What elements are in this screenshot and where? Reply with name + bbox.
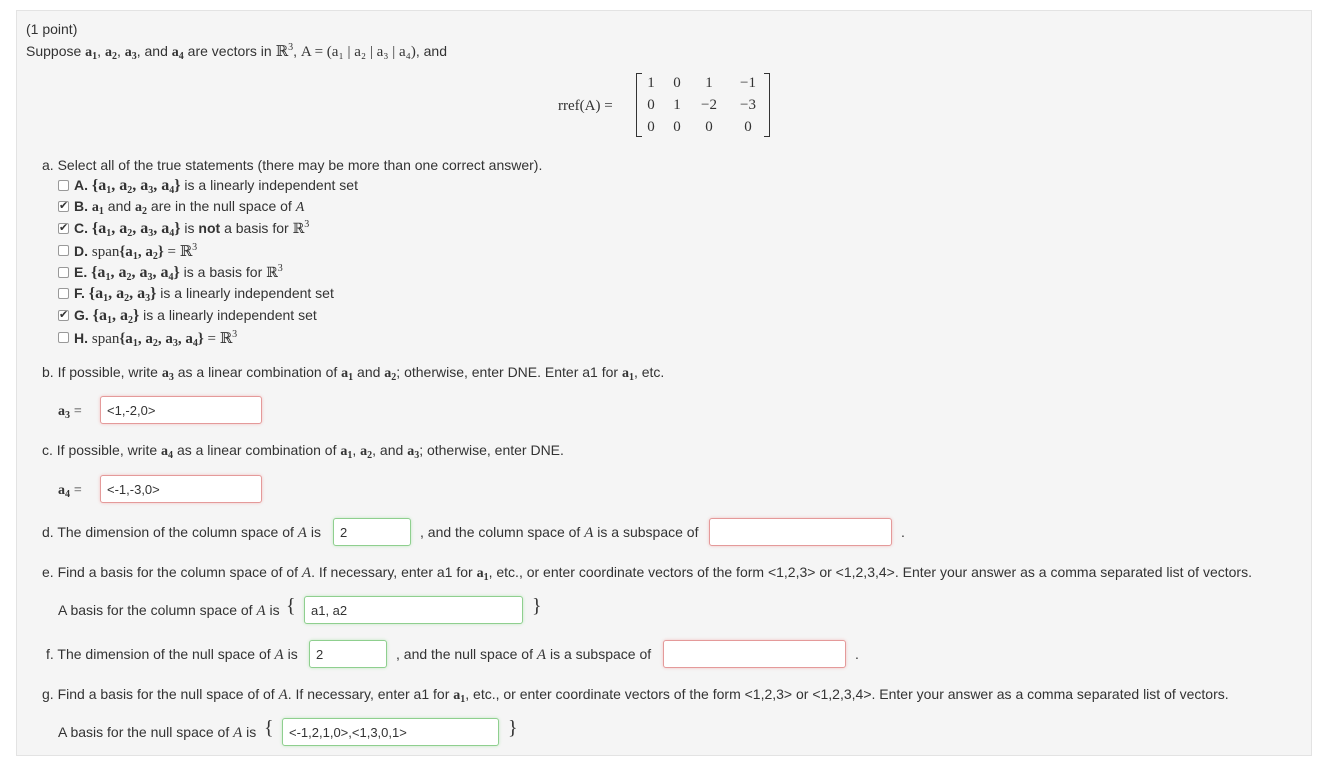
- column-space-subspace-input[interactable]: [709, 518, 892, 546]
- option-E: E. {$a_1$, $a_2$, $a_3$, $a_4$} is a basis for ℝ$^3$: [74, 263, 283, 283]
- column-space-basis-input[interactable]: [304, 596, 523, 624]
- part-c-prompt: c. If possible, write $a_4$ as a linear combination of $a_1$, $a_2$, and $a_3$; otherwise, enter DNE.: [42, 442, 564, 461]
- null-space-basis-input[interactable]: [282, 718, 499, 746]
- checkbox-C[interactable]: [58, 223, 69, 234]
- null-space-subspace-input[interactable]: [663, 640, 846, 668]
- part-d-prompt-2: , and the column space of A is a subspace of: [420, 524, 699, 541]
- checkbox-A[interactable]: [58, 180, 69, 191]
- a3-answer-input[interactable]: [100, 396, 262, 424]
- option-H: H. $span\{a_1$, $a_2$, $a_3$, $a_4$} = ℝ$^3$: [74, 329, 238, 349]
- a4-label: $a_4$ =: [58, 483, 82, 500]
- option-B: B. $a_1$ and $a_2$ are in the null space of A: [74, 198, 305, 217]
- right-brace: }: [508, 717, 518, 739]
- checkbox-D[interactable]: [58, 245, 69, 256]
- null-basis-label: A basis for the null space of A is: [58, 724, 257, 741]
- part-f-prompt-2: , and the null space of A is a subspace of: [396, 646, 652, 663]
- left-brace: {: [286, 595, 296, 617]
- part-f-prompt-1: f. The dimension of the null space of A is: [46, 646, 298, 663]
- points-label: (1 point): [26, 21, 78, 37]
- A-definition: A = (a₁ | a₂ | a₃ | a₄): [300, 44, 416, 60]
- checkbox-F[interactable]: [58, 288, 69, 299]
- a4-answer-input[interactable]: [100, 475, 262, 503]
- column-space-dimension-input[interactable]: [333, 518, 411, 546]
- checkbox-E[interactable]: [58, 267, 69, 278]
- right-brace: }: [532, 595, 542, 617]
- checkbox-H[interactable]: [58, 332, 69, 343]
- part-b-prompt: b. If possible, write $a_3$ as a linear combination of $a_1$ and $a_2$; otherwise, enter DNE. Enter a1 for $a_1$, etc.: [42, 364, 665, 383]
- problem-intro: Suppose $a_1$, $a_2$, $a_3$, and $a_4$ are vectors in ℝ$^3$, A = (a₁ | a₂ | a₃ | a₄), and: [26, 42, 447, 62]
- column-basis-label: A basis for the column space of A is: [58, 602, 280, 619]
- part-a-prompt: a. Select all of the true statements (there may be more than one correct answer).: [42, 157, 543, 173]
- part-d-prompt-1: d. The dimension of the column space of A is: [42, 524, 321, 541]
- left-brace: {: [264, 717, 274, 739]
- option-D: D. $span\{a_1$, $a_2$} = ℝ$^3$: [74, 242, 198, 262]
- a3-label: $a_3$ =: [58, 404, 82, 421]
- null-space-dimension-input[interactable]: [309, 640, 387, 668]
- rref-label: rref(A) =: [558, 98, 613, 114]
- option-F: F. {$a_1$, $a_2$, $a_3$} is a linearly independent set: [74, 285, 334, 304]
- checkbox-B[interactable]: [58, 201, 69, 212]
- checkbox-G[interactable]: [58, 310, 69, 321]
- option-C: C. {$a_1$, $a_2$, $a_3$, $a_4$} is not a basis for ℝ$^3$: [74, 219, 310, 239]
- option-G: G. {$a_1$, $a_2$} is a linearly independent set: [74, 307, 317, 326]
- part-e-prompt: e. Find a basis for the column space of of A. If necessary, enter a1 for $a_1$, etc., or enter coordinate vectors of the form <1,2,3> or <1,2,3,4>. Enter your answer as a comma separated list of vectors.: [42, 564, 1252, 583]
- rref-matrix: 1 0 1 −1 0 1 −2 −3 0 0 0 0: [636, 73, 770, 139]
- part-g-prompt: g. Find a basis for the null space of of A. If necessary, enter a1 for $a_1$, etc., or enter coordinate vectors of the form <1,2,3> or <1,2,3,4>. Enter your answer as a comma separated list of vectors.: [42, 686, 1229, 705]
- option-A: A. {$a_1$, $a_2$, $a_3$, $a_4$} is a linearly independent set: [74, 177, 358, 196]
